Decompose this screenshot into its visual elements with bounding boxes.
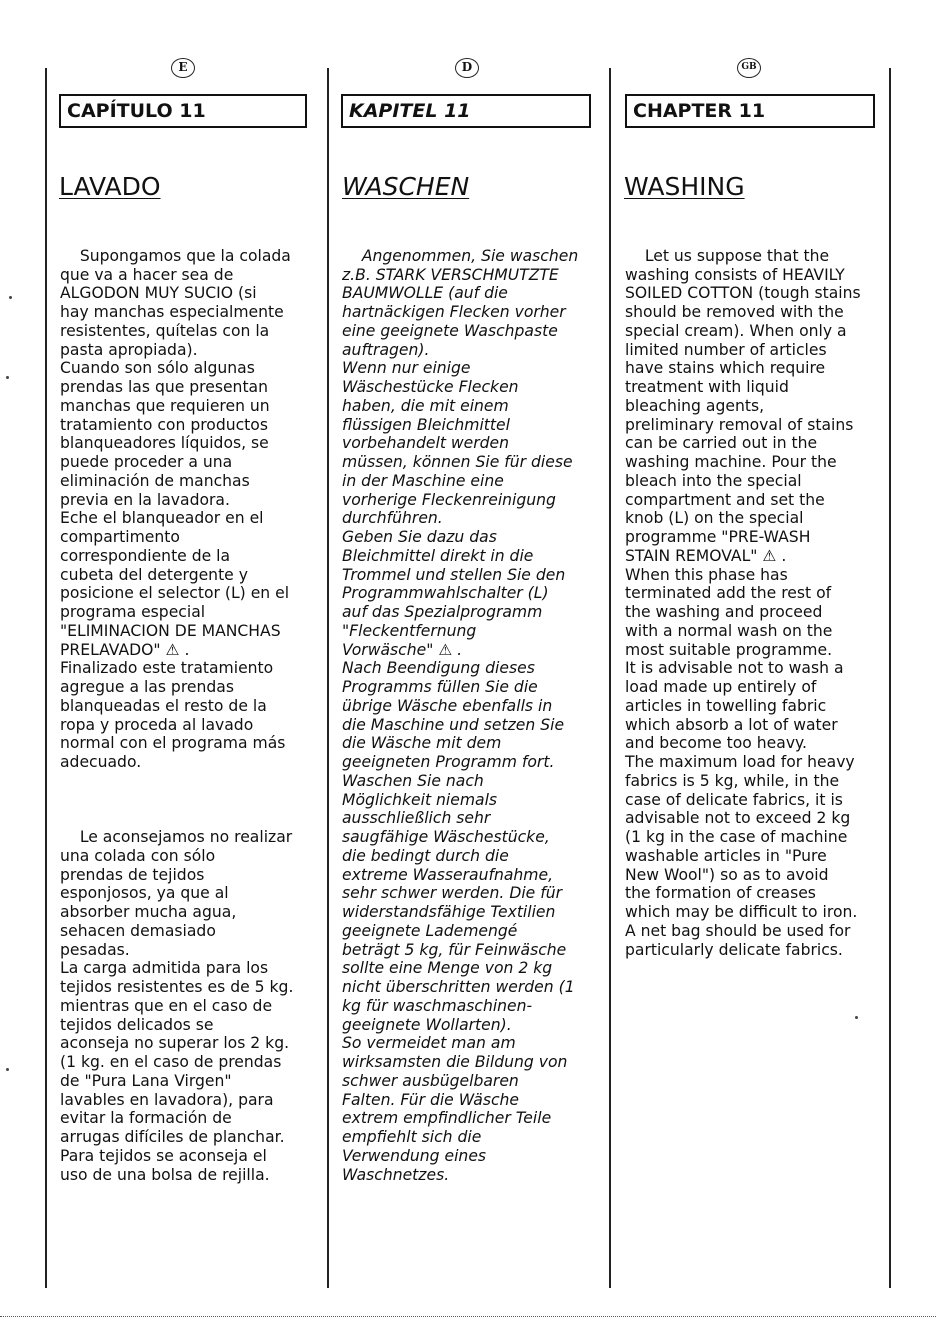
- chapter-heading-german: KAPITEL 11: [341, 94, 591, 128]
- page-bottom-rule: [0, 1316, 936, 1317]
- section-title-spanish: LAVADO: [59, 172, 161, 201]
- column-rule-right: [889, 68, 891, 1288]
- paragraph-2: Le aconsejamos no realizar una colada con sólo prendas de tejidos esponjosos, ya que al absorber mucha agua, sehacen demasiado pesadas. La carga admitida para los tejidos resistentes es de 5 kg. mientras que en el caso de tejidos delicados se aconseja no superar los 2 kg. (1 kg. en el caso de prendas de "Pura Lana Virgen" lavables en lavadora), para evitar la formación de arrugas difíciles de planchar. Para tejidos se aconseja el uso de una bolsa de rejilla.: [60, 828, 294, 1184]
- margin-dot: [9, 296, 12, 299]
- section-title-english: WASHING: [624, 172, 745, 201]
- paragraph-1: Supongamos que la colada que va a hacer sea de ALGODON MUY SUCIO (si hay manchas especialmente resistentes, quítelas con la pasta apropiada). Cuando son sólo algunas prendas las que presentan manchas que requieren un tratamiento con productos blanqueadores líquidos, se puede proceder a una eliminación de manchas previa en la lavadora. Eche el blanqueador en el compartimento correspondiente de la cubeta del detergente y posicione el selector (L) en el programa especial "ELIMINACION DE MANCHAS PRELAVADO" ⚠ . Finalizado este tratamiento agregue a las prendas blanqueadas el resto de la ropa y proceda al lavado normal con el programa más adecuado.: [60, 246, 291, 771]
- language-badge-german: D: [455, 58, 479, 78]
- margin-dot: [6, 1068, 9, 1071]
- paragraph-gap: [60, 791, 293, 810]
- paragraph-1: Angenommen, Sie waschen z.B. STARK VERSCHMUTZTE BAUMWOLLE (auf die hartnäckigen Flecken vorher eine geeignete Waschpaste auftragen). Wenn nur einige Wäschestücke Flecken haben, die mit einem flüssigen Bleichmittel vorbehandelt werden müssen, können Sie für diese in der Maschine eine vorherige Fleckenreinigung durchführen. Geben Sie dazu das Bleichmittel direkt in die Trommel und stellen Sie den Programmwahlschalter (L) auf das Spezialprogramm "Fleckentfernung Vorwäsche" ⚠ . Nach Beendigung dieses Programms füllen Sie die übrige Wäsche ebenfalls in die Maschine und setzen Sie die Wäsche mit dem geeigneten Programm fort. Waschen Sie nach Möglichkeit niemals ausschließlich sehr saugfähige Wäschestücke, die bedingt durch die extreme Wasseraufnahme, sehr schwer werden. Die für widerstandsfähige Textilien geeignete Lademengé beträgt 5 kg, für Feinwäsche sollte eine Menge von 2 kg nicht überschritten werden (1 kg für waschmaschinen- geeignete Wollarten). So vermeidet man am wirksamsten die Bildung von schwer ausbügelbaren Falten. Für die Wäsche extrem empfindlicher Teile empfiehlt sich die Verwendung eines Waschnetzes.: [342, 246, 579, 1184]
- language-badge-english: GB: [737, 58, 761, 78]
- column-rule-2: [609, 68, 611, 1288]
- section-title-german: WASCHEN: [342, 172, 470, 201]
- paragraph-1: Let us suppose that the washing consists of HEAVILY SOILED COTTON (tough stains should be removed with the special cream). When only a limited number of articles have stains which require treatment with liquid bleaching agents, preliminary removal of stains can be carried out in the washing machine. Pour the bleach into the special compartment and set the knob (L) on the special programme "PRE-WASH STAIN REMOVAL" ⚠ . When this phase has terminated add the rest of the washing and proceed with a normal wash on the most suitable programme. It is advisable not to wash a load made up entirely of articles in towelling fabric which absorb a lot of water and become too heavy. The maximum load for heavy fabrics is 5 kg, while, in the case of delicate fabrics, it is advisable not to exceed 2 kg (1 kg in the case of machine washable articles in "Pure New Wool") so as to avoid the formation of creases which may be difficult to iron. A net bag should be used for particularly delicate fabrics.: [625, 246, 861, 959]
- chapter-heading-spanish: CAPÍTULO 11: [59, 94, 307, 128]
- margin-dot: [6, 376, 9, 379]
- body-text-german: [342, 228, 578, 1203]
- body-text-spanish: [60, 228, 293, 1203]
- column-rule-1: [327, 68, 329, 1288]
- column-rule-left: [45, 68, 47, 1288]
- chapter-heading-english: CHAPTER 11: [625, 94, 875, 128]
- body-text-english: [625, 228, 861, 978]
- margin-dot: [855, 1016, 858, 1019]
- language-badge-spanish: E: [171, 58, 195, 78]
